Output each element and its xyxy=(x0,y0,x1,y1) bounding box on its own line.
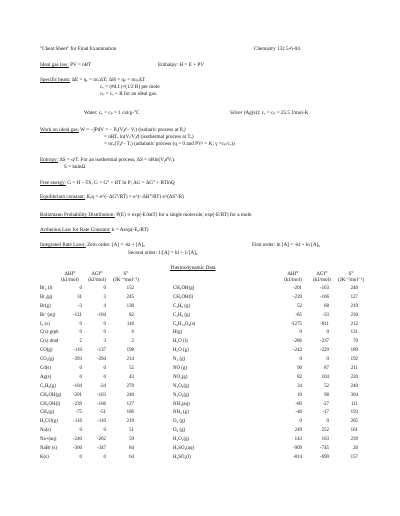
right-s-cell: 192 xyxy=(350,357,358,363)
ideal-gas-formula: PV = nRT xyxy=(70,62,92,68)
free-energy-line: G = H – TS; G = G° + RT ln P; ΔG = ΔG° + RTlnQ xyxy=(67,180,175,186)
left-dgf-cell: -24 xyxy=(99,383,106,389)
right-dhf-cell: 10 xyxy=(297,392,302,398)
left-dgf-cell: 0 xyxy=(103,428,106,434)
right-dgf-cell: -33 xyxy=(322,312,329,318)
right-dgf-cell: -745 xyxy=(320,446,329,452)
left-s-cell: 186 xyxy=(126,410,134,416)
right-dgf-cell: -237 xyxy=(320,339,329,345)
work-line3: = ncᵥ(T𝒻 – Tᵢ) (adiabatic process (q = 0 and PVᵞ = K; γ =cₚ/cᵥ)) xyxy=(104,141,235,147)
right-dhf-cell: -85 xyxy=(295,312,302,318)
left-species-cell: CO(g) xyxy=(40,348,53,354)
header-s-right: S° xyxy=(348,271,354,277)
left-species-cell: NaBr (s) xyxy=(40,446,57,452)
left-dgf-cell: -347 xyxy=(97,446,106,452)
right-dgf-cell: 0 xyxy=(326,357,329,363)
left-species-cell: CH₃OH(l) xyxy=(40,401,61,407)
left-s-cell: 84 xyxy=(129,446,134,452)
left-dgf-cell: 4 xyxy=(103,303,106,309)
right-dhf-cell: -242 xyxy=(293,348,302,354)
left-s-cell: 59 xyxy=(129,437,134,443)
left-species-cell: Ag(s) xyxy=(40,374,52,380)
right-s-cell: 212 xyxy=(350,321,358,327)
left-s-cell: 127 xyxy=(126,401,134,407)
left-dhf-cell: 0 xyxy=(79,330,82,336)
right-s-cell: 205 xyxy=(350,419,358,425)
right-dhf-cell: 82 xyxy=(297,374,302,380)
right-dgf-cell: -17 xyxy=(322,410,329,416)
left-s-cell: 270 xyxy=(126,383,134,389)
right-species-cell: O₂ (g) xyxy=(173,419,186,425)
left-dgf-cell: -104 xyxy=(97,312,106,318)
right-dhf-cell: 249 xyxy=(294,428,302,434)
right-species-cell: NO (g) xyxy=(173,366,187,372)
enthalpy-label: Enthalpy: xyxy=(158,62,179,68)
free-energy-label: Free energy: xyxy=(40,180,66,186)
right-dgf-cell: 163 xyxy=(321,437,329,443)
left-dhf-cell: -393 xyxy=(73,357,82,363)
right-dgf-cell: 252 xyxy=(321,428,329,434)
right-dhf-column xyxy=(278,285,302,463)
right-dhf-cell: -1275 xyxy=(290,321,302,327)
right-s-cell: 304 xyxy=(350,392,358,398)
boltzmann-label: Boltzmann Probability Distribution: xyxy=(40,212,115,218)
left-dgf-cell: 0 xyxy=(103,321,106,327)
right-species-cell: NO₂(g) xyxy=(173,374,188,380)
left-s-cell: 64 xyxy=(129,454,134,460)
left-dhf-cell: -116 xyxy=(73,419,82,425)
left-species-cell: Na+(aq) xyxy=(40,437,57,443)
left-species-cell: Br₂(g) xyxy=(40,294,53,300)
right-s-cell: 127 xyxy=(350,294,358,300)
entropy-line2: S = kʙlnΩ xyxy=(64,164,86,170)
left-species-cell: Br⁻(aq) xyxy=(40,312,56,318)
left-dhf-cell: -240 xyxy=(73,437,82,443)
header-dgf-left: ΔGf° xyxy=(91,271,103,277)
right-s-cell: 161 xyxy=(350,428,358,434)
right-dhf-cell: 52 xyxy=(297,303,302,309)
header-dhf-left: ΔHf° xyxy=(64,271,76,277)
unit-dhf-right: (kJ/mol) xyxy=(284,277,302,283)
right-dgf-cell: 0 xyxy=(326,330,329,336)
silver-heat: Silver (Ag(s)): cᵥ = cₚ = 25.5 J/mol-K xyxy=(230,110,309,116)
right-dgf-cell: 0 xyxy=(326,419,329,425)
left-dgf-cell: -166 xyxy=(97,401,106,407)
left-s-cell: 51 xyxy=(129,428,134,434)
right-s-cell: 220 xyxy=(350,374,358,380)
first-order: First order: ln [A] = -kt + ln [A]₀ xyxy=(252,242,321,248)
right-s-cell: 111 xyxy=(351,401,358,407)
right-s-cell: 20 xyxy=(353,446,358,452)
left-dhf-cell: 0 xyxy=(79,286,82,291)
right-species-cell: H₂SO₄(aq) xyxy=(173,446,195,452)
right-species-cell: C₂H₆ (g) xyxy=(173,312,191,318)
rate-laws-label: Integrated Rate Laws: xyxy=(40,242,86,248)
unit-s-right: (JK⁻¹mol⁻¹) xyxy=(338,277,364,283)
left-dgf-cell: 0 xyxy=(103,454,106,460)
left-species-cell: I₂ (s) xyxy=(40,321,50,327)
right-s-cell: 240 xyxy=(350,286,358,291)
work-line1: W = −∫PdV = − Pₑ(V𝒻 – Vᵢ) (isobaric process at Pₑ) xyxy=(80,127,186,133)
right-dgf-cell: 87 xyxy=(324,366,329,372)
right-species-cell: N₂ (g) xyxy=(173,357,186,363)
left-species-cell: K(s) xyxy=(40,454,49,460)
left-species-cell: H₂CO(g) xyxy=(40,419,58,425)
right-species-cell: NH₃(aq) xyxy=(173,401,190,407)
specific-heats-line1: ΔE = qᵥ = ncᵥΔT; ΔH = qₚ = ncₚΔT xyxy=(71,77,146,83)
left-s-cell: 52 xyxy=(129,366,134,372)
left-species-cell: Na(s) xyxy=(40,428,51,434)
right-s-cell: 219 xyxy=(350,303,358,309)
left-dhf-cell: 2 xyxy=(79,339,82,345)
left-s-cell: 152 xyxy=(126,286,134,291)
specific-heats-line3: cₚ = cᵥ + R for an ideal gas. xyxy=(100,91,158,97)
left-dhf-cell: 0 xyxy=(79,374,82,380)
left-dhf-cell: -3 xyxy=(77,303,82,309)
right-dgf-cell: 98 xyxy=(324,392,329,398)
left-s-cell: 2 xyxy=(131,339,134,345)
right-dgf-cell: 52 xyxy=(324,383,329,389)
unit-dgf-right: (kJ/mol) xyxy=(313,277,331,283)
right-species-cell: CH₃OH(l) xyxy=(173,294,194,300)
left-s-cell: 240 xyxy=(126,392,134,398)
right-dhf-cell: -46 xyxy=(295,410,302,416)
left-dhf-column xyxy=(60,285,82,463)
equilibrium-label: Equilibrium constant: xyxy=(40,194,86,200)
left-species-cell: CH₃OH(g) xyxy=(40,392,62,398)
left-s-cell: 214 xyxy=(126,357,134,363)
right-dgf-cell: -229 xyxy=(320,348,329,354)
left-species-cell: C(s) grph xyxy=(40,330,59,336)
right-dhf-cell: -239 xyxy=(293,294,302,300)
left-dgf-cell: 0 xyxy=(103,366,106,372)
left-species-cell: Cd(s) xyxy=(40,366,51,372)
left-dhf-cell: 0 xyxy=(79,366,82,372)
right-s-cell: 240 xyxy=(350,383,358,389)
left-dhf-cell: -360 xyxy=(73,446,82,452)
right-s-cell: 131 xyxy=(350,330,358,336)
right-s-cell: 157 xyxy=(350,454,358,460)
left-dgf-cell: -262 xyxy=(97,437,106,443)
right-s-column xyxy=(336,285,358,463)
right-dhf-cell: 90 xyxy=(297,366,302,372)
arrhenius-line: k = Aexp(-Eₐ/RT) xyxy=(111,227,149,233)
left-species-cell: C₂H₆(g) xyxy=(40,383,56,389)
right-dhf-cell: -80 xyxy=(295,401,302,407)
left-dhf-cell: -110 xyxy=(73,348,82,354)
boltzmann-line: P(E) ∝ exp(-E/kʙT) for a single molecule; exp(-E/RT) for a mole. xyxy=(116,212,253,218)
right-dhf-cell: 0 xyxy=(299,330,302,336)
right-dhf-cell: 0 xyxy=(299,357,302,363)
work-label: Work on ideal gas: xyxy=(40,127,79,133)
right-dgf-cell: -911 xyxy=(320,321,329,327)
left-s-cell: 82 xyxy=(129,312,134,318)
left-dgf-cell: -394 xyxy=(97,357,106,363)
left-dgf-cell: -110 xyxy=(97,419,106,425)
right-dgf-column xyxy=(307,285,329,463)
work-line2: = nRTₑ ln(Vᵢ/V𝒻) (isothermal process at Tₑ) xyxy=(104,134,194,140)
right-dhf-cell: 143 xyxy=(294,437,302,443)
unit-dhf-left: (kJ/mol) xyxy=(61,277,79,283)
right-species-cell: N₂O₄(g) xyxy=(173,392,190,398)
left-dgf-cell: -51 xyxy=(99,410,106,416)
right-species-column xyxy=(173,285,253,463)
right-dgf-cell: 68 xyxy=(324,303,329,309)
right-dhf-cell: -814 xyxy=(293,454,302,460)
enthalpy-formula: H = E + PV xyxy=(179,62,205,68)
course-date: Chemistry 132 5-6-04. xyxy=(254,46,302,52)
left-dhf-cell: -239 xyxy=(73,401,82,407)
doc-title: "Cheat Sheet" for Final Examination xyxy=(40,46,117,52)
specific-heats-line2: cᵥ = (#d.f.)×(1/2 R) per mole xyxy=(100,84,160,90)
left-s-cell: 6 xyxy=(131,330,134,336)
left-dhf-cell: -121 xyxy=(73,312,82,318)
right-species-cell: H₂O (l) xyxy=(173,339,188,345)
right-dgf-cell: -163 xyxy=(320,286,329,291)
left-species-cell: CO₂(g) xyxy=(40,357,55,363)
left-species-cell: Br(g) xyxy=(40,303,51,309)
zero-order: Zero order: [A] = -kt + [A]₀ xyxy=(87,242,145,248)
specific-heats-label: Specific heats: xyxy=(40,77,71,83)
left-s-cell: 116 xyxy=(126,321,134,327)
right-dgf-cell: -166 xyxy=(320,294,329,300)
right-species-cell: O₃ (g) xyxy=(173,428,186,434)
right-species-cell: NH₃ (g) xyxy=(173,410,189,416)
left-dgf-cell: 0 xyxy=(103,330,106,336)
header-dgf-right: ΔGf° xyxy=(316,271,328,277)
right-species-cell: C₂H₆ (g) xyxy=(173,303,191,309)
right-species-cell: H₂O₂(g) xyxy=(173,437,190,443)
entropy-label: Entropy: xyxy=(40,157,59,163)
right-s-cell: 189 xyxy=(350,348,358,354)
left-dhf-cell: -104 xyxy=(73,383,82,389)
table-title: Thermodynamic Data xyxy=(170,265,216,271)
left-dhf-cell: 31 xyxy=(77,294,82,300)
left-s-column xyxy=(114,285,134,463)
right-s-cell: 239 xyxy=(350,437,358,443)
right-species-cell: H(g) xyxy=(173,330,183,336)
left-species-cell: Br₂ (l) xyxy=(40,286,53,291)
left-dhf-cell: 0 xyxy=(79,321,82,327)
right-s-cell: 211 xyxy=(350,366,358,372)
left-dhf-cell: 0 xyxy=(79,428,82,434)
right-s-cell: 230 xyxy=(350,312,358,318)
right-dhf-cell: 0 xyxy=(299,419,302,425)
right-dhf-cell: -286 xyxy=(293,339,302,345)
right-s-cell: 70 xyxy=(353,339,358,345)
right-dhf-cell: 34 xyxy=(297,383,302,389)
left-dhf-cell: -75 xyxy=(75,410,82,416)
left-dgf-cell: 0 xyxy=(103,286,106,291)
right-dhf-cell: -201 xyxy=(293,286,302,291)
equilibrium-line: Kₑq = e^(−ΔG°/RT) = e^(−ΔH°/RT) e^(ΔS°/R) xyxy=(86,194,184,200)
unit-dgf-left: (kJ/mol) xyxy=(88,277,106,283)
header-s-left: S° xyxy=(123,271,129,277)
left-dgf-cell: 3 xyxy=(103,294,106,300)
right-dgf-cell: -27 xyxy=(322,401,329,407)
left-s-cell: 130 xyxy=(126,303,134,309)
left-dhf-cell: -201 xyxy=(73,392,82,398)
left-dhf-cell: 0 xyxy=(79,454,82,460)
right-species-cell: N₂O₄(g) xyxy=(173,383,190,389)
right-s-cell: 193 xyxy=(350,410,358,416)
left-species-cell: CH₄(g) xyxy=(40,410,55,416)
arrhenius-label: Arrhenius Law for Rate Constant: xyxy=(40,227,111,233)
left-dgf-cell: 0 xyxy=(103,374,106,380)
ideal-gas-label: Ideal gas law: xyxy=(40,62,69,68)
right-dgf-cell: 104 xyxy=(321,374,329,380)
left-s-cell: 198 xyxy=(126,348,134,354)
header-dhf-right: ΔHf° xyxy=(287,271,299,277)
left-s-cell: 245 xyxy=(126,294,134,300)
left-species-cell: C(s) dmd xyxy=(40,339,59,345)
left-dgf-cell: -163 xyxy=(97,392,106,398)
water-heat: Water: cᵥ = cₚ = 1 cal/g-°C xyxy=(84,110,140,116)
right-dhf-cell: -909 xyxy=(293,446,302,452)
left-s-cell: 219 xyxy=(126,419,134,425)
left-dgf-cell: 3 xyxy=(103,339,106,345)
second-order: Second order: 1/[A] = kt + 1/[A]₀ xyxy=(128,250,198,256)
left-dgf-column xyxy=(86,285,106,463)
right-dgf-cell: -690 xyxy=(320,454,329,460)
right-species-cell: H₂O (g) xyxy=(173,348,189,354)
right-species-cell: H₂SO₄(l) xyxy=(173,454,191,460)
right-species-cell: CH₃OH(g) xyxy=(173,286,195,291)
entropy-line1: ΔS = q/T. For an isothermal process, ΔS = nRln(V𝒻/Vᵢ). xyxy=(59,157,176,163)
left-s-cell: 43 xyxy=(129,374,134,380)
left-dgf-cell: -137 xyxy=(97,348,106,354)
right-species-cell: C₆H₁₂O₆(s) xyxy=(173,321,196,327)
unit-s-left: (JK⁻¹mol⁻¹) xyxy=(113,277,139,283)
